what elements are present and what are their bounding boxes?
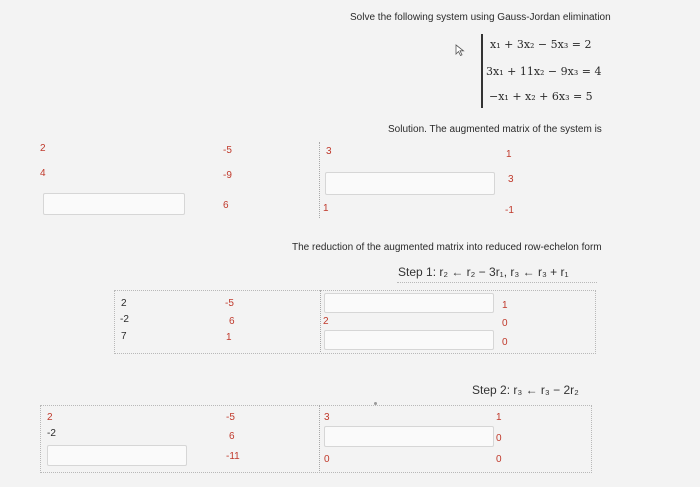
solution-text: Solution. The augmented matrix of the system is [388,124,602,135]
matrix-cell: 6 [229,316,235,327]
matrix-cell: -9 [223,170,232,181]
matrix-cell: 1 [496,412,502,423]
answer-input[interactable] [324,330,494,350]
step-2-label: Step 2: r₃ ← r₃ − 2r₂ [472,383,579,397]
system-brace [481,34,483,108]
matrix-cell: 0 [496,454,502,465]
matrix-cell: 1 [506,149,512,160]
problem-title: Solve the following system using Gauss-Jordan elimination [350,12,611,23]
answer-input[interactable] [43,193,185,215]
matrix-cell: 3 [508,174,514,185]
mouse-cursor-icon [455,44,465,56]
matrix-cell: 1 [226,332,232,343]
equation-3: −x₁ + x₂ + 6x₃ = 5 [489,90,593,103]
matrix-cell: 0 [502,337,508,348]
matrix-cell: -11 [226,451,240,462]
matrix-cell: 3 [324,412,330,423]
step-1-label: Step 1: r₂ ← r₂ − 3r₁, r₃ ← r₃ + r₁ [398,265,569,279]
matrix-cell: 2 [47,412,53,423]
reduction-text: The reduction of the augmented matrix into reduced row-echelon form [292,242,602,253]
step-underline [397,282,597,283]
matrix-cell: -2 [120,314,129,325]
matrix-cell: -5 [225,298,234,309]
matrix-cell: -5 [223,145,232,156]
answer-input[interactable] [324,426,494,447]
augment-divider [319,405,320,471]
matrix-cell: 2 [121,298,127,309]
matrix-cell: 4 [40,168,46,179]
equation-1: x₁ + 3x₂ − 5x₃ = 2 [490,38,592,51]
matrix-cell: 1 [502,300,508,311]
matrix-cell: 1 [323,203,329,214]
answer-input[interactable] [325,172,495,195]
answer-input[interactable] [47,445,187,466]
augment-divider [320,290,321,352]
matrix-cell: 0 [502,318,508,329]
matrix-cell: 6 [229,431,235,442]
equation-2: 3x₁ + 11x₂ − 9x₃ = 4 [486,65,602,78]
matrix-cell: 6 [223,200,229,211]
matrix-cell: -2 [47,428,56,439]
matrix-cell: 0 [496,433,502,444]
matrix-cell: 2 [40,143,46,154]
augment-divider [319,142,320,218]
answer-input[interactable] [324,293,494,313]
matrix-cell: 3 [326,146,332,157]
matrix-cell: -5 [226,412,235,423]
matrix-cell: -1 [505,205,514,216]
matrix-cell: 0 [324,454,330,465]
matrix-cell: 7 [121,331,127,342]
matrix-cell: 2 [323,316,329,327]
